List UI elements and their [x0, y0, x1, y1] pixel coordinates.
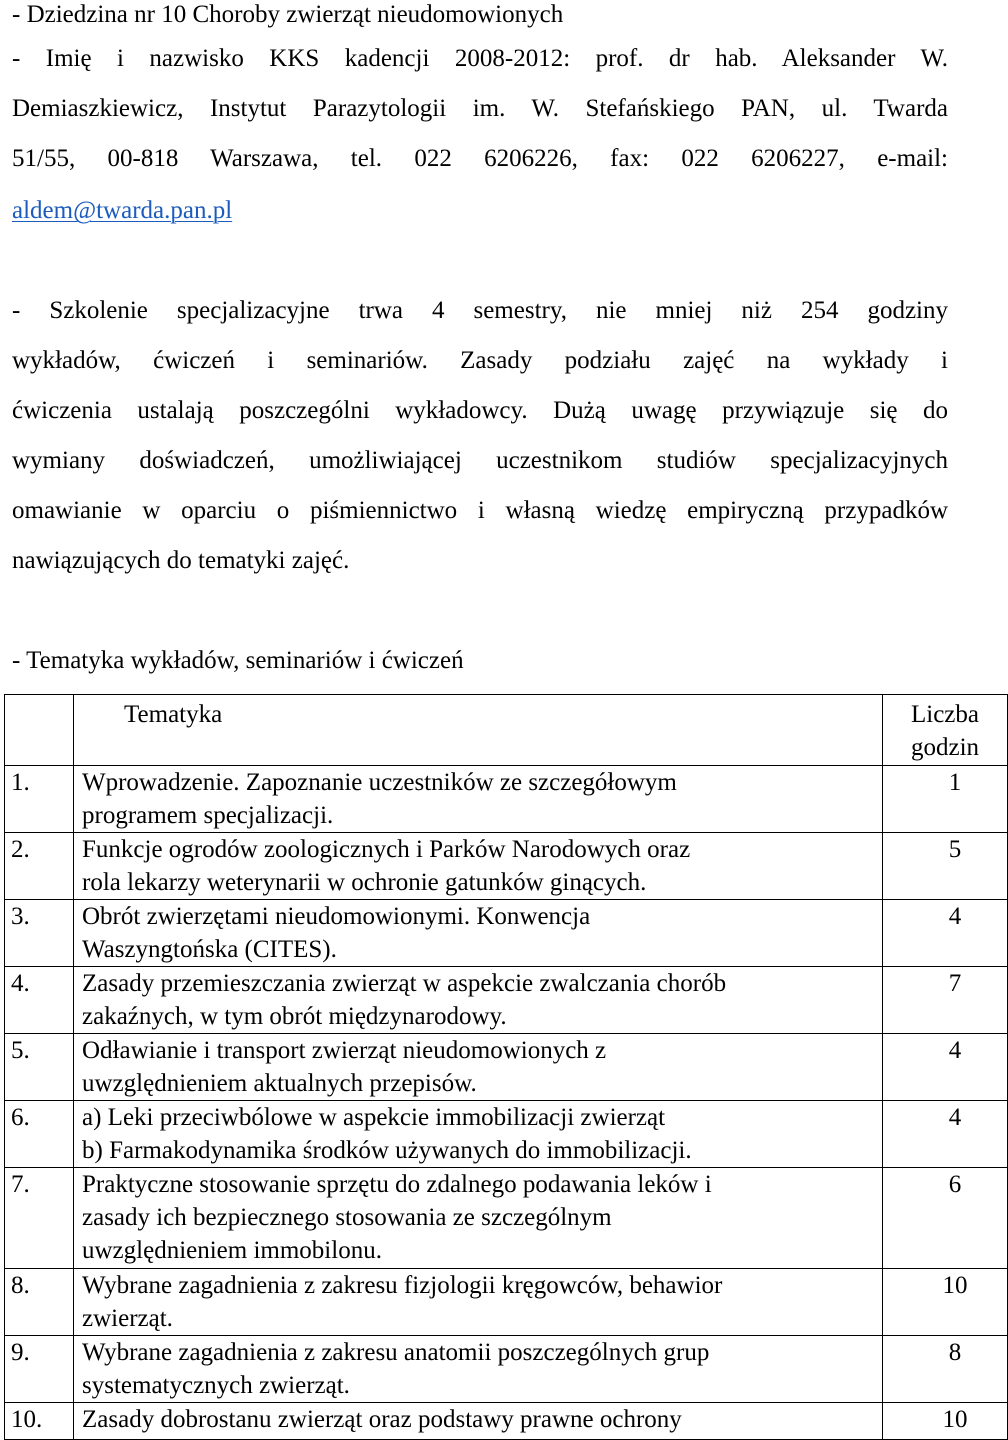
row-topic-line: Wprowadzenie. Zapoznanie uczestników ze szczegółowym: [82, 769, 677, 796]
row-topic-cell: [74, 1269, 883, 1336]
row-number-cell: 3.: [5, 900, 74, 967]
row-topic-line: Wybrane zagadnienia z zakresu anatomii poszczególnych grup: [82, 1339, 710, 1366]
header-hours-cell: [883, 695, 1008, 766]
row-number-cell: 7.: [5, 1168, 74, 1269]
row-topic-line: uwzględnieniem aktualnych przepisów.: [82, 1070, 477, 1097]
training-line-4: wymiany doświadczeń, umożliwiającej uczestnikom studiów specjalizacyjnych: [12, 447, 948, 474]
row-number-cell: 2.: [5, 833, 74, 900]
row-topic-line: zasady ich bezpiecznego stosowania ze szczególnym: [82, 1204, 612, 1231]
header-hours-line-1: Liczba: [910, 701, 979, 728]
domain-line: - Dziedzina nr 10 Choroby zwierząt nieudomowionych: [12, 1, 564, 28]
email-link[interactable]: aldem@twarda.pan.pl: [12, 197, 233, 224]
row-topic-line: zakaźnych, w tym obrót międzynarodowy.: [82, 1003, 507, 1030]
training-line-5: omawianie w oparciu o piśmiennictwo i własną wiedzę empiryczną przypadków: [12, 497, 948, 524]
table-row: [5, 1034, 1008, 1101]
kks-contact-line: 51/55, 00-818 Warszawa, tel. 022 6206226, fax: 022 6206227, e-mail:: [12, 145, 948, 172]
training-line-6: nawiązujących do tematyki zajęć.: [12, 547, 350, 574]
table-row: [5, 1269, 1008, 1336]
row-number-cell: 1.: [5, 766, 74, 833]
row-topic-cell: [74, 900, 883, 967]
kks-address-line: Demiaszkiewicz, Instytut Parazytologii im. W. Stefańskiego PAN, ul. Twarda: [12, 95, 948, 122]
row-hours-cell: [883, 1403, 1008, 1440]
row-topic-line: a) Leki przeciwbólowe w aspekcie immobilizacji zwierząt: [82, 1104, 666, 1131]
row-topic-line: Obrót zwierzętami nieudomowionymi. Konwencja: [82, 903, 591, 930]
row-hours-value: 10: [942, 1406, 968, 1433]
table-row: [5, 967, 1008, 1034]
row-hours-value: 7: [948, 970, 962, 997]
row-topic-line: Funkcje ogrodów zoologicznych i Parków Narodowych oraz: [82, 836, 691, 863]
table-header-row: [5, 695, 1008, 766]
row-topic-line: Wybrane zagadnienia z zakresu fizjologii kręgowców, behawior: [82, 1272, 723, 1299]
header-hours-line-2: godzin: [910, 734, 980, 761]
row-topic-line: Odławianie i transport zwierząt nieudomowionych z: [82, 1037, 607, 1064]
row-hours-value: 1: [948, 769, 962, 796]
row-number-cell: 8.: [5, 1269, 74, 1336]
row-number-cell: 4.: [5, 967, 74, 1034]
email-line: [12, 196, 232, 226]
row-hours-cell: [883, 1101, 1008, 1168]
row-number-cell: 9.: [5, 1336, 74, 1403]
row-hours-value: 8: [948, 1339, 962, 1366]
row-hours-cell: [883, 1336, 1008, 1403]
row-hours-cell: [883, 766, 1008, 833]
training-line-3: ćwiczenia ustalają poszczególni wykładowcy. Dużą uwagę przywiązuje się do: [12, 397, 948, 424]
header-topic-cell: Tematyka: [74, 695, 883, 766]
row-hours-value: 10: [942, 1272, 968, 1299]
row-topic-cell: [74, 833, 883, 900]
row-number-cell: 5.: [5, 1034, 74, 1101]
row-topic-cell: [74, 1403, 883, 1440]
row-topic-line: Praktyczne stosowanie sprzętu do zdalnego podawania leków i: [82, 1171, 712, 1198]
row-hours-cell: [883, 967, 1008, 1034]
table-row: [5, 1403, 1008, 1440]
row-topic-line: systematycznych zwierząt.: [82, 1372, 350, 1399]
row-hours-cell: [883, 900, 1008, 967]
row-topic-line: rola lekarzy weterynarii w ochronie gatunków ginących.: [82, 869, 647, 896]
section-heading: - Tematyka wykładów, seminariów i ćwiczeń: [12, 647, 464, 674]
row-topic-line: zwierząt.: [82, 1305, 173, 1332]
kks-name-line: - Imię i nazwisko KKS kadencji 2008-2012: prof. dr hab. Aleksander W.: [12, 45, 948, 72]
row-hours-cell: [883, 1168, 1008, 1269]
table-row: [5, 833, 1008, 900]
row-topic-cell: [74, 1101, 883, 1168]
row-number-cell: 10.: [5, 1403, 74, 1440]
row-hours-value: 5: [948, 836, 962, 863]
row-hours-cell: [883, 1269, 1008, 1336]
row-topic-line: uwzględnieniem immobilonu.: [82, 1237, 382, 1264]
training-line-2: wykładów, ćwiczeń i seminariów. Zasady podziału zajęć na wykłady i: [12, 347, 948, 374]
row-topic-cell: [74, 1034, 883, 1101]
row-hours-cell: [883, 833, 1008, 900]
row-topic-line: Zasady dobrostanu zwierząt oraz podstawy prawne ochrony: [82, 1406, 682, 1433]
row-hours-value: 4: [948, 1104, 962, 1131]
row-hours-value: 4: [948, 903, 962, 930]
row-topic-cell: [74, 967, 883, 1034]
row-hours-cell: [883, 1034, 1008, 1101]
row-topic-cell: [74, 1168, 883, 1269]
topics-table: [4, 694, 1008, 1440]
table-row: [5, 900, 1008, 967]
header-num-cell: [5, 695, 74, 766]
table-row: [5, 1336, 1008, 1403]
row-topic-line: Waszyngtońska (CITES).: [82, 936, 337, 963]
row-hours-value: 6: [948, 1171, 962, 1198]
row-topic-line: programem specjalizacji.: [82, 802, 334, 829]
table-row: [5, 1168, 1008, 1269]
row-topic-cell: [74, 1336, 883, 1403]
row-number-cell: 6.: [5, 1101, 74, 1168]
row-topic-line: b) Farmakodynamika środków używanych do immobilizacji.: [82, 1137, 692, 1164]
row-hours-value: 4: [948, 1037, 962, 1064]
training-line-1: - Szkolenie specjalizacyjne trwa 4 semestry, nie mniej niż 254 godziny: [12, 297, 948, 324]
table-row: [5, 1101, 1008, 1168]
row-topic-line: Zasady przemieszczania zwierząt w aspekcie zwalczania chorób: [82, 970, 727, 997]
row-topic-cell: [74, 766, 883, 833]
table-row: [5, 766, 1008, 833]
